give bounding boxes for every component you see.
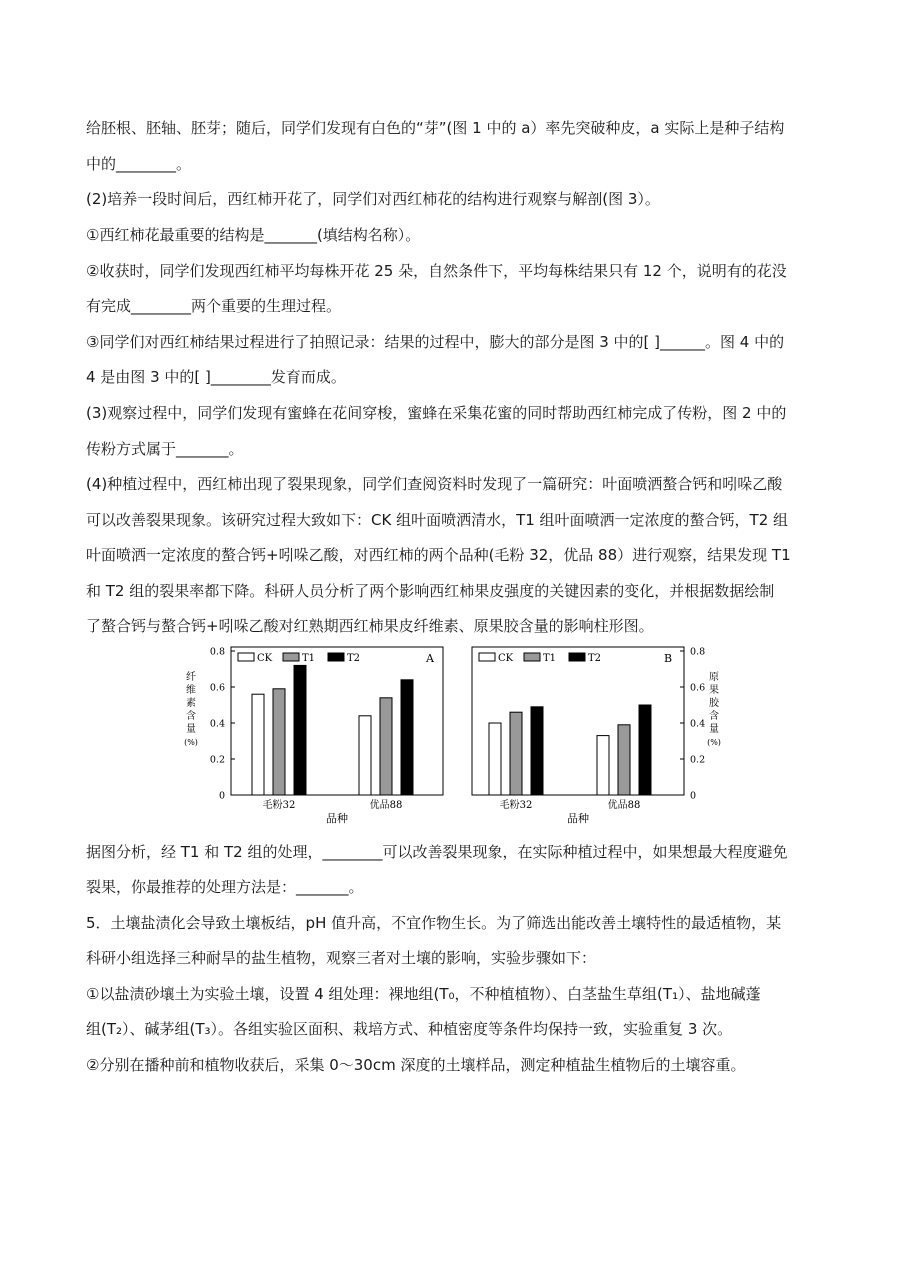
text-line: 了螯合钙与螯合钙+吲哚乙酸对红熟期西红柿果皮纤维素、原果胶含量的影响柱形图。 [86, 617, 654, 635]
text-line: 4 是由图 3 中的[ ]________发育而成。 [86, 368, 346, 386]
chart-a-ytick-label: 0.4 [209, 718, 225, 730]
chart-b-bar-t1-1 [510, 712, 522, 795]
chart-a-bar-ck-1 [252, 694, 264, 795]
chart-a-bar-t2-1 [294, 665, 306, 795]
chart-a-legend-label: T1 [302, 653, 316, 664]
text-line: 中的________。 [86, 155, 192, 173]
figure-bar-charts [86, 640, 826, 830]
chart-b-ytick-label: 0.6 [690, 682, 706, 694]
text-line: ③同学们对西红柿结果过程进行了拍照记录：结果的过程中，膨大的部分是图 3 中的[ ]______。图 4 中的 [86, 333, 785, 351]
chart-a-legend-swatch [328, 653, 344, 661]
chart-b-ytick-label: 0.8 [690, 646, 706, 658]
text-line: 和 T2 组的裂果率都下降。科研人员分析了两个影响西红柿果皮强度的关键因素的变化，并根据数据绘制 [86, 582, 775, 600]
chart-b-ylabel: 原果胶含量(%) [707, 672, 721, 747]
chart-a-ytick-label: 0 [218, 790, 225, 802]
chart-a-ytick-label: 0.2 [209, 754, 225, 766]
chart-b-panel-label: B [664, 652, 673, 665]
chart-b-bar-ck-2 [597, 736, 609, 795]
text-line: 裂果，你最推荐的处理方法是：_______。 [86, 878, 364, 896]
chart-a-ytick-label: 0.6 [209, 682, 225, 694]
chart-b-bar-ck-1 [489, 723, 501, 795]
chart-a-legend-swatch [283, 653, 299, 661]
text-line: 传粉方式属于_______。 [86, 440, 244, 458]
chart-b-category-label: 优品88 [607, 800, 641, 811]
chart-b-ytick-label: 0.2 [690, 754, 706, 766]
text-line: ①以盐渍砂壤土为实验土壤，设置 4 组处理：裸地组(T₀，不种植植物）、白茎盐生草组(T₁）、盐地碱蓬 [86, 985, 761, 1003]
chart-b-legend-label: T2 [588, 653, 602, 664]
chart-b-xlabel: 品种 [567, 812, 589, 825]
chart-b-legend-swatch [479, 653, 495, 661]
text-line: (4)种植过程中，西红柿出现了裂果现象，同学们查阅资料时发现了一篇研究：叶面喷洒螯合钙和吲哚乙酸 [86, 475, 783, 493]
text-line: ②收获时，同学们发现西红柿平均每株开花 25 朵，自然条件下，平均每株结果只有 12 个，说明有的花没 [86, 262, 787, 280]
chart-a-panel-label: A [426, 652, 434, 665]
text-line: ②分别在播种前和植物收获后，采集 0～30cm 深度的土壤样品，测定种植盐生植物后的土壤容重。 [86, 1056, 746, 1074]
chart-a-bar-t1-2 [380, 698, 392, 795]
charts-svg [86, 640, 826, 830]
chart-a-legend-label: CK [257, 653, 273, 664]
text-line: (3)观察过程中，同学们发现有蜜蜂在花间穿梭，蜜蜂在采集花蜜的同时帮助西红柿完成了传粉，图 2 中的 [86, 404, 787, 422]
text-line: 叶面喷洒一定浓度的螯合钙+吲哚乙酸，对西红柿的两个品种(毛粉 32，优品 88）进行观察，结果发现 T1 [86, 546, 791, 564]
chart-b-frame [472, 647, 684, 795]
text-line: 给胚根、胚轴、胚芽；随后，同学们发现有白色的“芽”(图 1 中的 a）率先突破种皮，a 实际上是种子结构 [86, 119, 785, 137]
chart-a-bar-t2-2 [401, 680, 413, 795]
chart-b-bar-t1-2 [618, 725, 630, 795]
text-line: (2)培养一段时间后，西红柿开花了，同学们对西红柿花的结构进行观察与解剖(图 3）。 [86, 190, 660, 208]
chart-b [472, 647, 721, 826]
chart-b-ytick-label: 0.4 [690, 718, 706, 730]
chart-b-legend-label: T1 [543, 653, 557, 664]
chart-b-legend-label: CK [498, 653, 514, 664]
chart-a-ylabel: 纤维素含量(%) [184, 672, 198, 747]
text-line: 组(T₂）、碱茅组(T₃）。各组实验区面积、栽培方式、种植密度等条件均保持一致，实验重复 3 次。 [86, 1020, 733, 1038]
chart-b-bar-t2-2 [639, 705, 651, 795]
chart-b-category-label: 毛粉32 [499, 800, 533, 811]
chart-a-category-label: 优品88 [369, 800, 403, 811]
text-line: 据图分析，经 T1 和 T2 组的处理，________可以改善裂果现象，在实际种植过程中，如果想最大程度避免 [86, 843, 788, 861]
text-line: 可以改善裂果现象。该研究过程大致如下：CK 组叶面喷洒清水，T1 组叶面喷洒一定浓度的螯合钙，T2 组 [86, 511, 789, 529]
text-line: 科研小组选择三种耐旱的盐生植物，观察三者对土壤的影响，实验步骤如下： [86, 949, 597, 967]
chart-b-bar-t2-1 [531, 707, 543, 795]
chart-b-legend-swatch [569, 653, 585, 661]
chart-b-ytick-label: 0 [690, 790, 697, 802]
chart-a [184, 647, 443, 826]
chart-a-ytick-label: 0.8 [209, 646, 225, 658]
text-line: ①西红柿花最重要的结构是_______(填结构名称）。 [86, 226, 421, 244]
text-line: 5．土壤盐渍化会导致土壤板结，pH 值升高，不宜作物生长。为了筛选出能改善土壤特性的最适植物，某 [86, 914, 782, 932]
chart-a-bar-t1-1 [273, 689, 285, 795]
chart-a-legend-label: T2 [347, 653, 361, 664]
text-line: 有完成________两个重要的生理过程。 [86, 297, 342, 315]
chart-b-legend-swatch [524, 653, 540, 661]
chart-a-xlabel: 品种 [326, 812, 348, 825]
chart-a-bar-ck-2 [359, 716, 371, 795]
chart-a-legend-swatch [238, 653, 254, 661]
chart-a-category-label: 毛粉32 [262, 800, 296, 811]
